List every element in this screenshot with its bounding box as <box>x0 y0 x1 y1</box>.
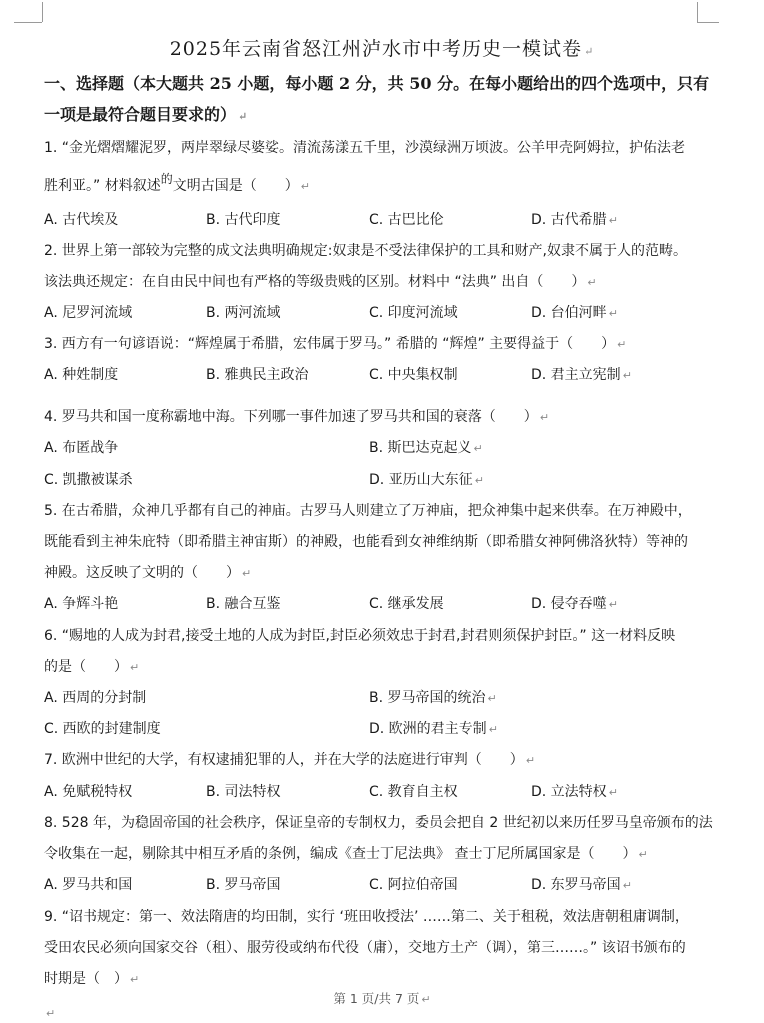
q3-option-d: D. 君主立宪制 ↵ <box>531 367 632 383</box>
q1-option-c: C. 古巴比伦 <box>369 212 444 228</box>
q5-option-c: C. 继承发展 <box>369 596 444 612</box>
q6-option-a: A. 西周的分封制 <box>44 690 147 706</box>
page-footer: 第 1 页/共 7 页 ↵ <box>333 991 431 1006</box>
crop-mark-top-left <box>14 22 42 23</box>
question-1-text-cont: 胜利亚。” 材料叙述的文明古国是（ ） ↵ <box>44 172 310 194</box>
question-5-text-cont: 神殿。这反映了文明的（ ） ↵ <box>44 565 252 581</box>
q5-option-a: A. 争辉斗艳 <box>44 596 119 612</box>
question-4-text: 4. 罗马共和国一度称霸地中海。下列哪一事件加速了罗马共和国的衰落（ ） ↵ <box>44 409 550 425</box>
question-8-text-cont: 令收集在一起，剔除其中相互矛盾的条例，编成《查士丁尼法典》 查士丁尼所属国家是（ ） ↵ <box>44 846 648 862</box>
crop-mark-top-right <box>697 22 719 23</box>
q8-option-c: C. 阿拉伯帝国 <box>369 877 458 893</box>
question-3-text: 3. 西方有一句谚语说：“辉煌属于希腊，宏伟属于罗马。” 希腊的 “辉煌” 主要得益于（ ） ↵ <box>44 336 627 352</box>
q2-option-b: B. 两河流域 <box>206 305 281 321</box>
question-7-text: 7. 欧洲中世纪的大学，有权逮捕犯罪的人，并在大学的法庭进行审判（ ） ↵ <box>44 752 536 768</box>
q5-option-d: D. 侵夺吞噬 ↵ <box>531 596 618 612</box>
q4-option-b: B. 斯巴达克起义 ↵ <box>369 440 483 456</box>
question-1-text: 1. “金光熠熠耀泥罗，两岸翠绿尽婆娑。清流荡漾五千里，沙漠绿洲万顷波。公羊甲壳阿姆拉，护佑法老 <box>44 140 686 156</box>
paragraph-mark: ↵ <box>46 1007 56 1020</box>
section-heading-cont: 一项是最符合题目要求的） ↵ <box>44 105 248 124</box>
question-9-text-cont: 时期是（ ） ↵ <box>44 971 140 987</box>
q7-option-d: D. 立法特权 ↵ <box>531 784 618 800</box>
q7-option-a: A. 免赋税特权 <box>44 784 133 800</box>
crop-mark-top-left <box>42 2 43 22</box>
question-2-text-cont: 该法典还规定：在自由民中间也有严格的等级贵贱的区别。材料中 “法典” 出自（ ） ↵ <box>44 274 597 290</box>
q8-option-b: B. 罗马帝国 <box>206 877 281 893</box>
q3-option-b: B. 雅典民主政治 <box>206 367 309 383</box>
q8-option-a: A. 罗马共和国 <box>44 877 133 893</box>
q7-option-b: B. 司法特权 <box>206 784 281 800</box>
q6-option-c: C. 西欧的封建制度 <box>44 721 161 737</box>
q3-option-a: A. 种姓制度 <box>44 367 119 383</box>
q2-option-d: D. 台伯河畔 ↵ <box>531 305 618 321</box>
question-8-text: 8. 528 年，为稳固帝国的社会秩序，保证皇帝的专制权力，委员会把自 2 世纪初以来历任罗马皇帝颁布的法 <box>44 815 713 831</box>
q1-option-a: A. 古代埃及 <box>44 212 119 228</box>
q1-option-d: D. 古代希腊 ↵ <box>531 212 618 228</box>
q7-option-c: C. 教育自主权 <box>369 784 458 800</box>
q6-option-b: B. 罗马帝国的统治 ↵ <box>369 690 497 706</box>
question-6-text: 6. “赐地的人成为封君,接受土地的人成为封臣,封臣必须效忠于封君,封君则须保护封臣。” 这一材料反映 <box>44 628 676 644</box>
q3-option-c: C. 中央集权制 <box>369 367 458 383</box>
crop-mark-top-right <box>697 2 698 22</box>
q5-option-b: B. 融合互鉴 <box>206 596 281 612</box>
q4-option-a: A. 布匿战争 <box>44 440 119 456</box>
q1-option-b: B. 古代印度 <box>206 212 281 228</box>
question-2-text: 2. 世界上第一部较为完整的成文法典明确规定:奴隶是不受法律保护的工具和财产,奴隶不属于人的范畴。 <box>44 243 687 259</box>
section-heading: 一、选择题（本大题共 25 小题，每小题 2 分，共 50 分。在每小题给出的四个选项中，只有 <box>44 74 710 93</box>
question-5-text: 5. 在古希腊，众神几乎都有自己的神庙。古罗马人则建立了万神庙，把众神集中起来供奉。在万神殿中， <box>44 503 692 519</box>
q4-option-c: C. 凯撒被谋杀 <box>44 472 133 488</box>
q2-option-c: C. 印度河流域 <box>369 305 458 321</box>
q6-option-d: D. 欧洲的君主专制 ↵ <box>369 721 498 737</box>
page-title: 2025年云南省怒江州泸水市中考历史一模试卷 ↵ <box>169 38 595 60</box>
question-9-text-cont: 受田农民必须向国家交谷（租）、服劳役或纳布代役（庸），交地方土产（调），第三……。” 该诏书颁布的 <box>44 940 686 956</box>
q2-option-a: A. 尼罗河流域 <box>44 305 133 321</box>
q8-option-d: D. 东罗马帝国 ↵ <box>531 877 632 893</box>
q4-option-d: D. 亚历山大东征 ↵ <box>369 472 484 488</box>
question-6-text-cont: 的是（ ） ↵ <box>44 659 140 675</box>
question-5-text-cont: 既能看到主神朱庇特（即希腊主神宙斯）的神殿，也能看到女神维纳斯（即希腊女神阿佛洛狄特）等神的 <box>44 534 688 550</box>
question-9-text: 9. “诏书规定：第一、效法隋唐的均田制，实行 ‘班田收授法’ ……第二、关于租税，效法唐朝租庸调制， <box>44 909 689 925</box>
